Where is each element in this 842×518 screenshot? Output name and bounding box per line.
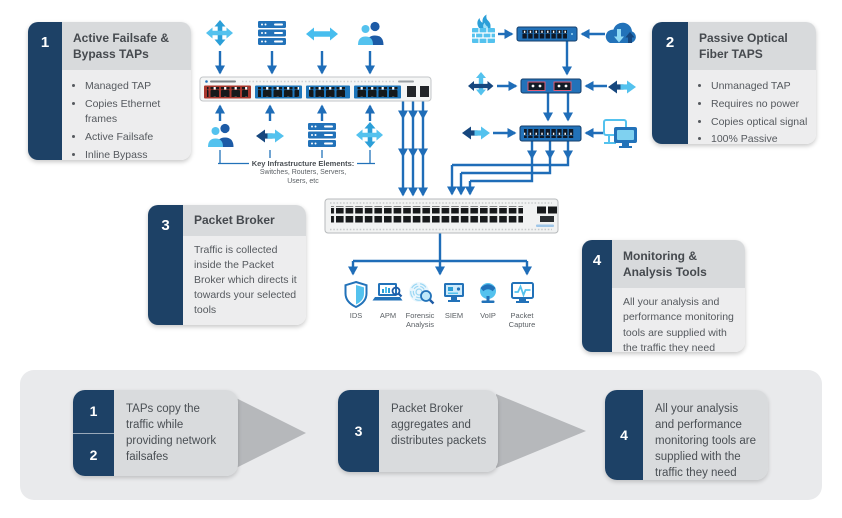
bullet-item: • Inline Bypass [85,148,183,160]
bullet-item: • Copies optical signal [711,115,808,130]
card-bullet-list [711,79,808,144]
server-stack-icon [258,21,286,45]
card-monitoring-tools [582,240,745,352]
server-stack-icon [308,123,336,147]
card-number: 2 [652,22,688,144]
fingerprint-icon [409,282,434,304]
step-card-taps [73,390,238,476]
step-text: Packet Broker aggregates and distributes packets [379,390,498,472]
step-number: 1 [89,403,98,420]
card-active-failsafe-taps [28,22,191,160]
firewall-icon [472,14,495,43]
crossed-arrows-icon [206,20,233,46]
infrastructure-note-title: Key Infrastructure Elements: [251,159,355,168]
bullet-item: • Copies Ethernet frames [85,97,183,127]
tool-label-siem: SIEM [444,311,464,320]
card-title: Packet Broker [183,205,306,236]
tool-label-apm: APM [379,311,397,320]
bullet-item: • Unmanaged TAP [711,79,808,94]
card-body-text: All your analysis and performance monitoring tools are supplied with the traffic they need [612,288,745,352]
right-side-connectors [452,34,607,194]
fiber-tap-device [521,79,581,93]
bypass-tap-device [200,77,431,101]
step-text: TAPs copy the traffic while providing network failsafes [114,390,238,476]
card-bullet-list [85,79,183,160]
card-body-text: Traffic is collected inside the Packet Broker which directs it towards your selected tools [183,236,306,325]
step-numbers [73,390,114,476]
tool-label-packet-capture: Packet Capture [508,311,536,330]
cloud-icon [606,23,636,43]
users-icon [208,124,234,147]
card-title: Monitoring & Analysis Tools [612,240,745,288]
flow-arrow [496,394,586,468]
packet-broker-device [325,199,558,233]
step-text: All your analysis and performance monitoring tools are supplied with the traffic they need [643,390,768,480]
bullet-item: • 100% Passive [711,132,808,144]
tool-label-voip: VoIP [480,311,496,320]
users-icon [358,22,384,45]
card-packet-broker [148,205,306,325]
card-title: Passive Optical Fiber TAPS [688,22,816,70]
infrastructure-note-line: Users, etc [287,178,319,186]
card-passive-optical-taps [652,22,816,144]
step-card-packet-broker [338,390,498,472]
step-number: 4 [620,427,628,443]
packet-capture-icon [512,283,533,303]
network-switch-device [517,27,577,41]
apm-monitor-icon [373,283,403,301]
card-title: Active Failsafe & Bypass TAPs [62,22,191,70]
card-number: 1 [28,22,62,160]
card-number: 3 [148,205,183,325]
bullet-item: • Active Failsafe [85,130,183,145]
step-number: 3 [354,423,363,439]
crossed-arrows-icon [468,72,494,96]
step-numbers [338,390,379,472]
bullet-item: • Requires no power [711,97,808,112]
flow-arrow [236,398,306,468]
step-card-analysis-tools [605,390,768,480]
voip-phone-icon [480,283,496,303]
bullet-item: • Managed TAP [85,79,183,94]
double-arrow-icon [608,81,636,94]
siem-monitor-icon [444,283,464,302]
monitors-icon [604,120,637,148]
ids-shield-icon [346,282,367,307]
double-arrow-icon [462,127,490,140]
infrastructure-note-line: Switches, Routers, Servers, [259,169,347,176]
step-numbers [605,390,643,480]
tool-label-forensic-analysis: Forensic Analysis [405,311,435,330]
infrastructure-note [233,159,373,186]
tool-label-ids: IDS [349,311,363,320]
step-number: 2 [73,433,114,477]
network-switch-device [520,126,581,141]
card-number: 4 [582,240,612,352]
double-arrow-icon [306,28,338,41]
broker-to-tools-connectors [353,233,527,274]
double-arrow-icon [256,130,284,143]
crossed-arrows-icon [356,122,383,148]
